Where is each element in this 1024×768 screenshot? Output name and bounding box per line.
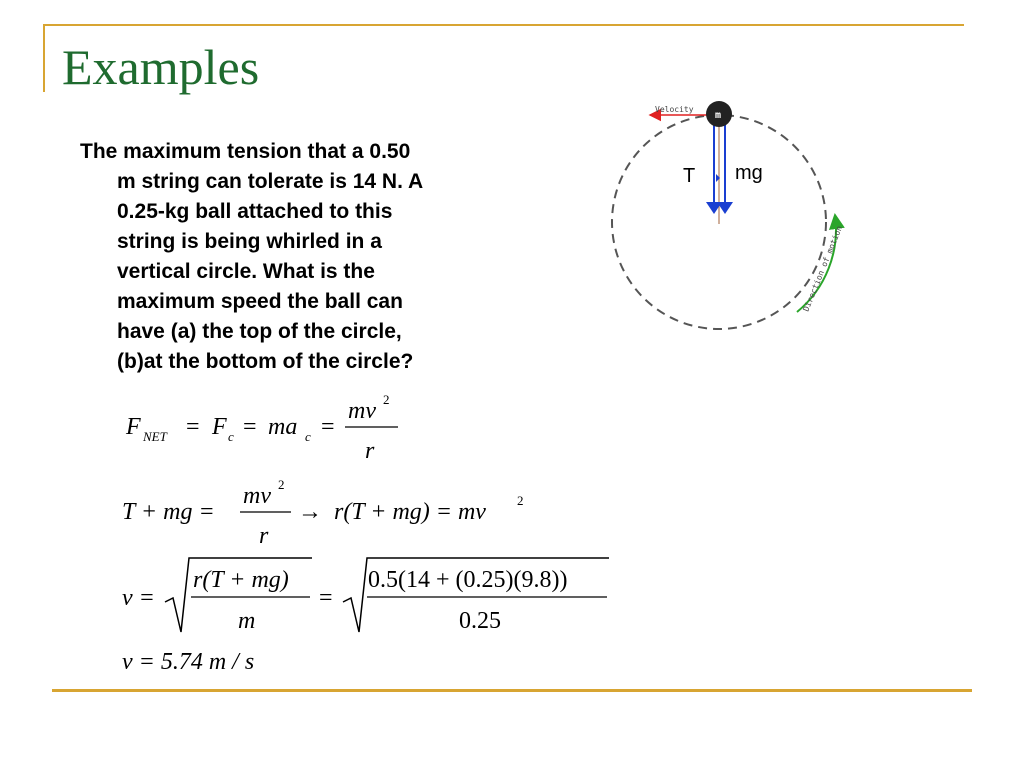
problem-line: have (a) the top of the circle, bbox=[117, 320, 402, 343]
eq1-numerator: mv bbox=[348, 398, 376, 424]
eq1-equals-1: = bbox=[186, 414, 200, 440]
eq1-c-sub: c bbox=[228, 429, 234, 444]
tension-label: T bbox=[683, 165, 696, 187]
motion-arrow bbox=[797, 215, 836, 312]
eq3-radical-1 bbox=[165, 558, 312, 632]
weight-label: mg bbox=[735, 162, 763, 184]
ball-label: m bbox=[715, 110, 722, 121]
slide-frame-left bbox=[43, 24, 45, 92]
eq2-rhs: r(T + mg) = mv bbox=[334, 499, 486, 525]
eq2-numerator: mv bbox=[243, 483, 271, 509]
eq2-exponent: 2 bbox=[278, 477, 285, 492]
eq3-radical-2 bbox=[343, 558, 609, 632]
eq2-arrow: → bbox=[298, 499, 322, 525]
eq1-net-sub: NET bbox=[143, 429, 167, 444]
equation-4 bbox=[122, 649, 254, 675]
slide-title: Examples bbox=[62, 39, 260, 95]
eq2-rhs-exponent: 2 bbox=[517, 493, 524, 508]
problem-line: string is being whirled in a bbox=[117, 230, 382, 253]
problem-statement bbox=[80, 137, 500, 377]
eq1-c-sub-2: c bbox=[305, 429, 311, 444]
eq4-result: v = 5.74 m / s bbox=[122, 649, 255, 675]
problem-line: The maximum tension that a 0.50 bbox=[80, 140, 411, 163]
eq1-denominator: r bbox=[365, 438, 375, 464]
eq1-F2: F bbox=[212, 414, 227, 440]
eq1-equals-3: = bbox=[321, 414, 335, 440]
eq3-lhs: v = bbox=[122, 585, 155, 611]
slide-frame-top bbox=[43, 24, 964, 26]
eq1-ma: ma bbox=[268, 414, 298, 440]
eq1-F: F bbox=[126, 414, 141, 440]
eq3-numerator-1: r(T + mg) bbox=[193, 567, 289, 593]
problem-line: (b)at the bottom of the circle? bbox=[117, 350, 414, 373]
eq1-exponent: 2 bbox=[383, 392, 390, 407]
eq2-denominator: r bbox=[259, 523, 269, 549]
slide-frame-bottom bbox=[52, 689, 972, 692]
equation-1 bbox=[125, 392, 398, 464]
problem-line: m string can tolerate is 14 N. A bbox=[117, 170, 424, 193]
problem-line: maximum speed the ball can bbox=[117, 290, 403, 313]
circular-motion-diagram bbox=[600, 90, 880, 340]
eq2-lhs: T + mg = bbox=[122, 499, 215, 525]
equation-3 bbox=[122, 558, 609, 634]
eq3-denominator-1: m bbox=[238, 608, 256, 634]
equation-2 bbox=[122, 477, 524, 549]
direction-label: Direction of motion bbox=[801, 224, 845, 313]
eq3-denominator-2: 0.25 bbox=[459, 608, 501, 634]
velocity-label: Velocity bbox=[655, 105, 694, 114]
eq3-equals: = bbox=[319, 585, 333, 611]
eq1-equals-2: = bbox=[243, 414, 257, 440]
eq3-numerator-2: 0.5(14 + (0.25)(9.8)) bbox=[368, 567, 568, 593]
problem-line: vertical circle. What is the bbox=[117, 260, 375, 283]
problem-line: 0.25-kg ball attached to this bbox=[117, 200, 393, 223]
